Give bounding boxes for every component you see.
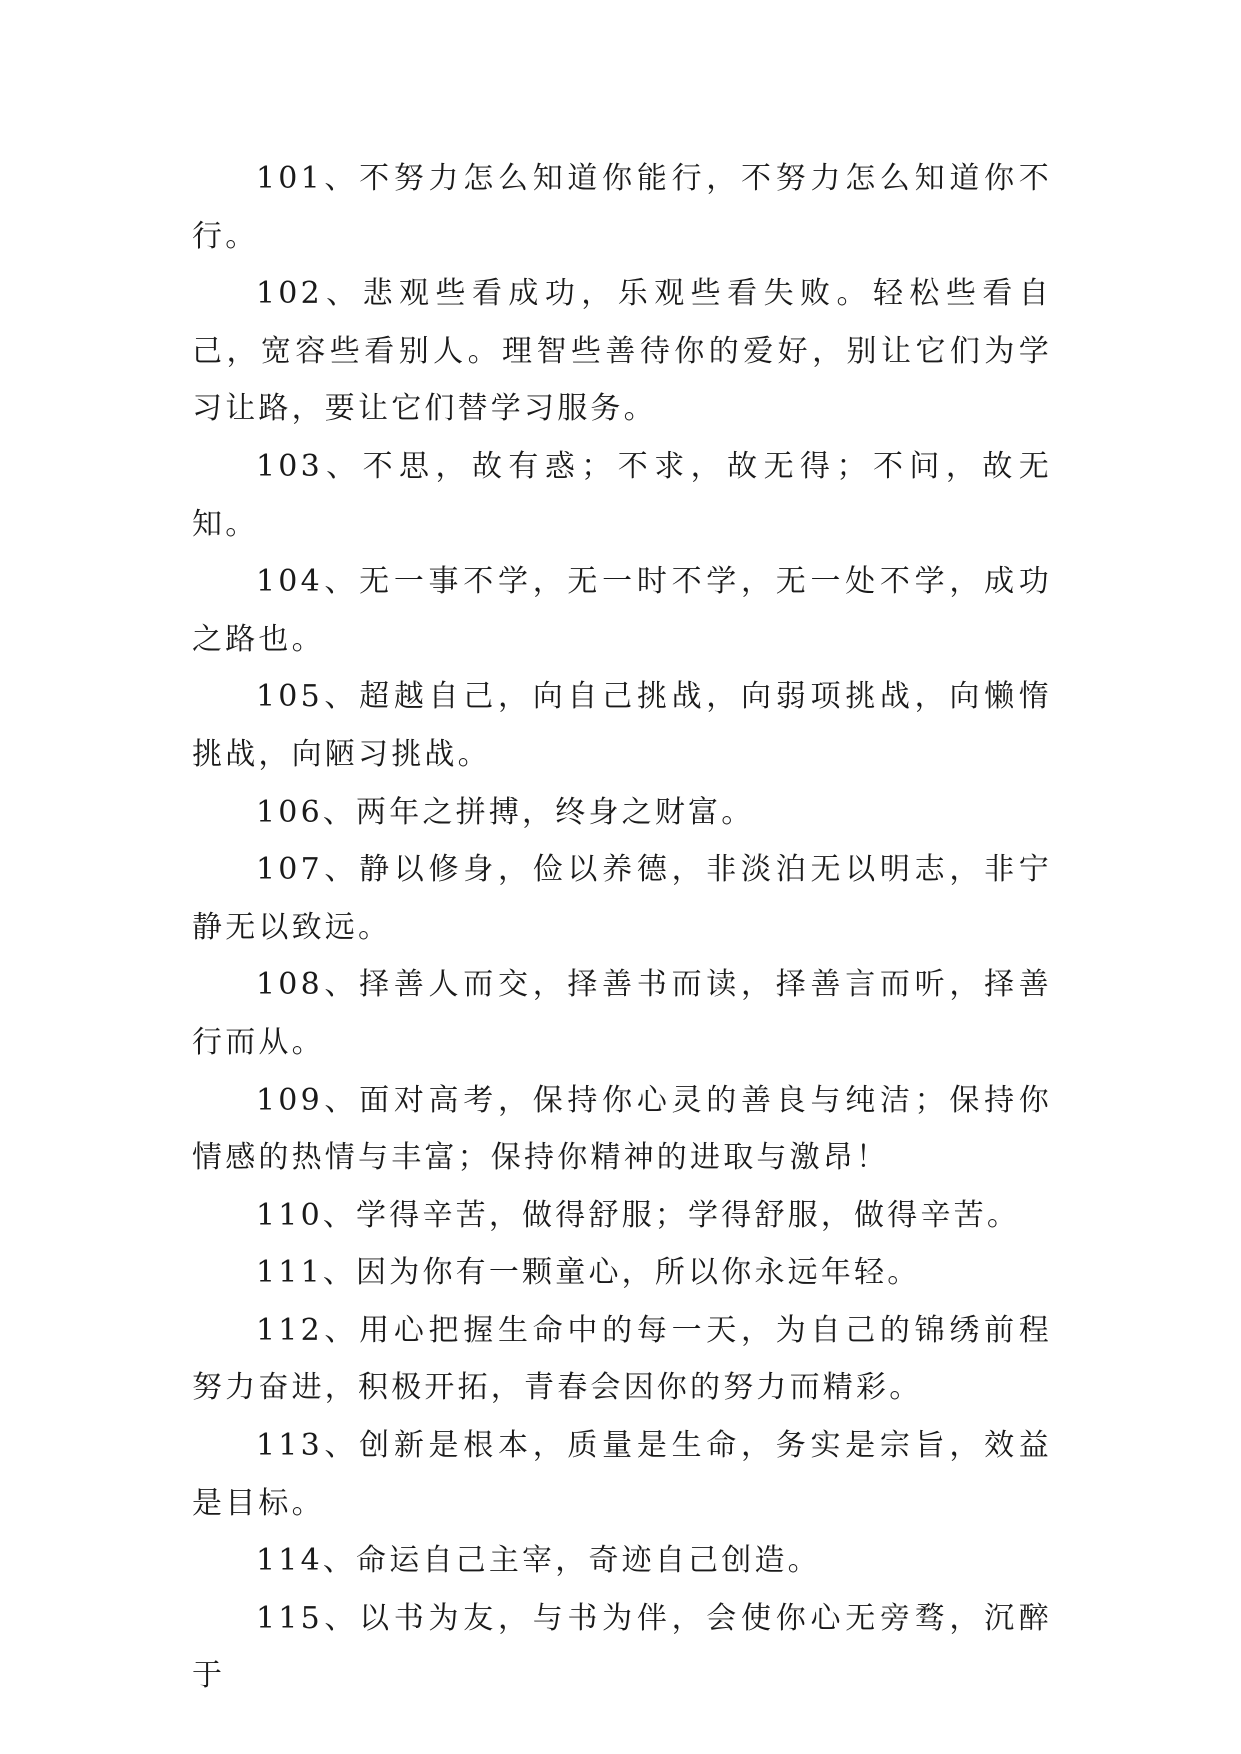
- paragraph-103: 103、不思，故有惑；不求，故无得；不问，故无知。: [192, 448, 1052, 542]
- paragraph-112: 112、用心把握生命中的每一天，为自己的锦绣前程努力奋进，积极开拓，青春会因你的努力而精彩。: [192, 1312, 1052, 1406]
- paragraph-115: 115、以书为友，与书为伴，会使你心无旁骛，沉醉于: [192, 1600, 1052, 1694]
- document-body: [192, 150, 1052, 1705]
- paragraph-104: 104、无一事不学，无一时不学，无一处不学，成功之路也。: [192, 564, 1052, 657]
- paragraph-114: 114、命运自己主宰，奇迹自己创造。: [256, 1543, 821, 1579]
- paragraph-105: 105、超越自己，向自己挑战，向弱项挑战，向懒惰挑战，向陋习挑战。: [192, 679, 1052, 772]
- paragraph-113: 113、创新是根本，质量是生命，务实是宗旨，效益是目标。: [192, 1428, 1052, 1521]
- paragraph-102: 102、悲观些看成功，乐观些看失败。轻松些看自己，宽容些看别人。理智些善待你的爱好，别让它们为学习让路，要让它们替学习服务。: [192, 276, 1052, 427]
- paragraph-101: 101、不努力怎么知道你能行，不努力怎么知道你不行。: [192, 161, 1052, 254]
- paragraph-107: 107、静以修身，俭以养德，非淡泊无以明志，非宁静无以致远。: [192, 852, 1052, 945]
- paragraph-106: 106、两年之拼搏，终身之财富。: [256, 794, 755, 830]
- paragraph-111: 111、因为你有一颗童心，所以你永远年轻。: [256, 1255, 921, 1291]
- paragraph-110: 110、学得辛苦，做得舒服；学得舒服，做得辛苦。: [256, 1197, 1021, 1233]
- paragraph-109: 109、面对高考，保持你心灵的善良与纯洁；保持你情感的热情与丰富；保持你精神的进取与激昂！: [192, 1082, 1052, 1176]
- paragraph-108: 108、择善人而交，择善书而读，择善言而听，择善行而从。: [192, 967, 1052, 1060]
